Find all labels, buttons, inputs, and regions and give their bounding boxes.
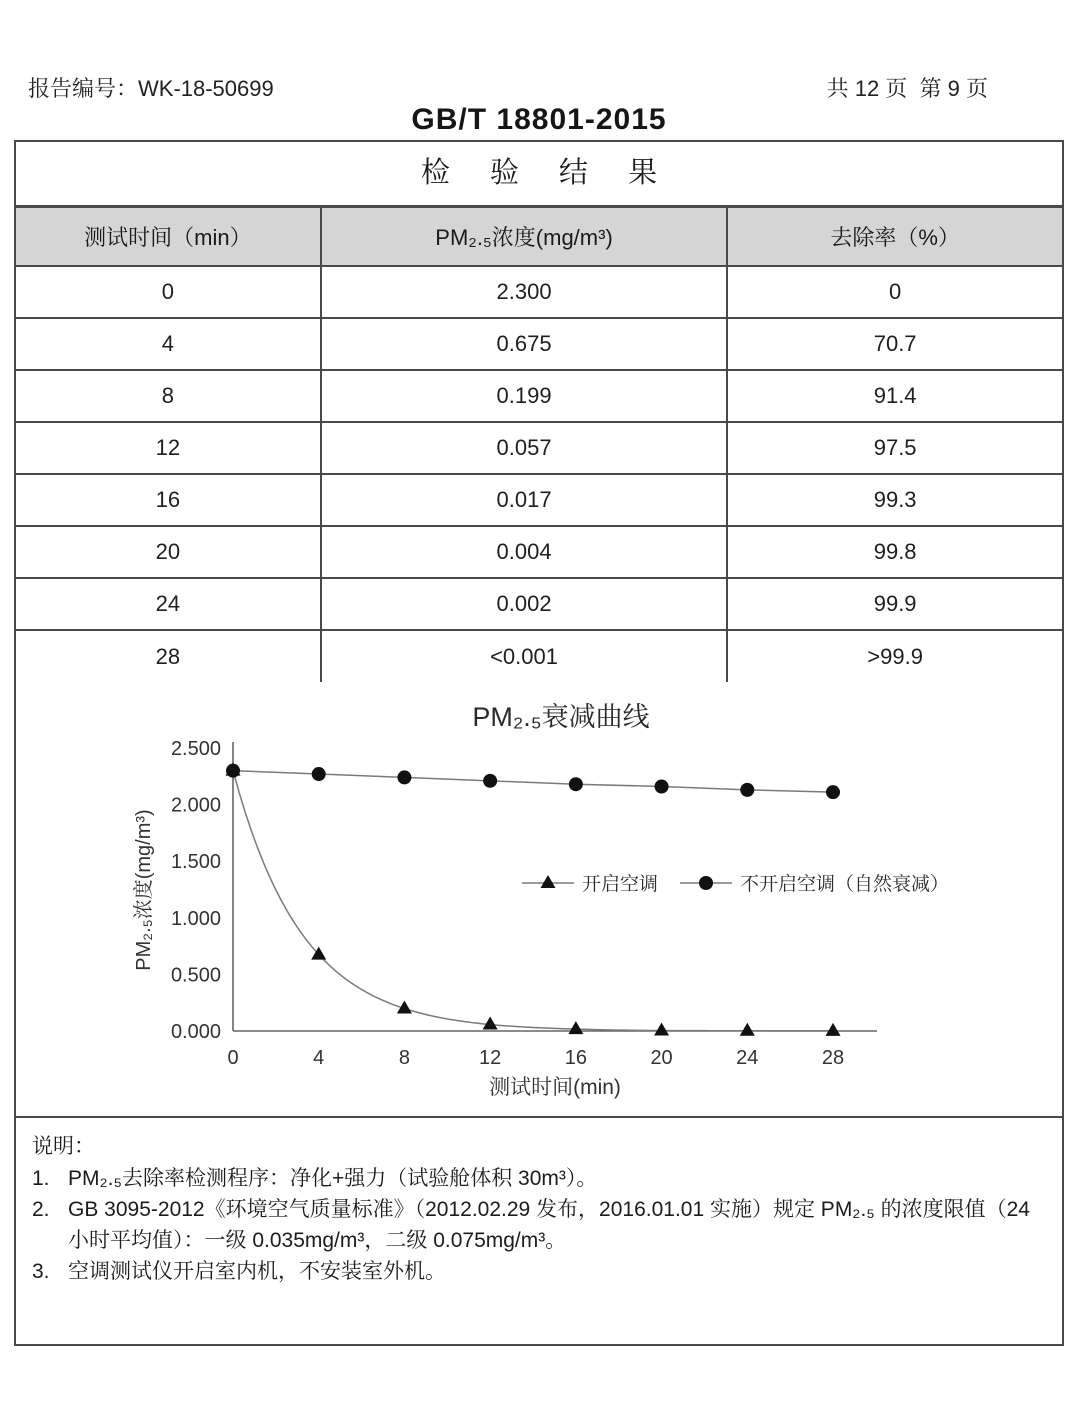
x-tick-label: 20 <box>650 1047 673 1069</box>
table-row <box>16 422 1062 474</box>
x-axis-label: 测试时间(min) <box>489 1076 621 1099</box>
series-line-0 <box>233 771 833 1031</box>
table-cell: 99.9 <box>727 578 1062 630</box>
results-box <box>14 140 1064 1346</box>
col-header-pm25-concentration: PM₂.₅浓度(mg/m³) <box>321 208 727 266</box>
table-cell: 0.017 <box>321 474 727 526</box>
notes-panel <box>16 1118 1062 1344</box>
x-tick-label: 16 <box>564 1047 587 1069</box>
y-tick-label: 0.000 <box>170 1021 221 1043</box>
table-cell: 0.057 <box>321 422 727 474</box>
y-tick-label: 2.500 <box>170 738 221 760</box>
y-tick-label: 1.500 <box>170 851 221 874</box>
table-cell: 8 <box>16 370 321 422</box>
note-item-1 <box>32 1163 1046 1194</box>
x-tick-label: 28 <box>821 1047 845 1069</box>
table-cell: 0 <box>16 266 321 318</box>
table-row <box>16 318 1062 370</box>
x-tick-label: 4 <box>313 1047 325 1069</box>
note-text: 空调测试仪开启室内机，不安装室外机。 <box>68 1260 446 1283</box>
chart-point-s1 <box>826 785 840 799</box>
x-tick-label: 12 <box>479 1047 502 1069</box>
note-text: GB 3095-2012《环境空气质量标准》（2012.02.29 发布，2016.01.01 实施）规定 PM₂.₅ 的浓度限值（24 小时平均值）：一级 0.035mg/m³，二级 0.075mg/m³。 <box>68 1198 1030 1252</box>
table-cell: 70.7 <box>727 318 1062 370</box>
table-cell: >99.9 <box>727 630 1062 682</box>
col-header-test-time: 测试时间（min） <box>16 208 321 266</box>
table-row <box>16 370 1062 422</box>
chart-title: PM₂.₅衰减曲线 <box>472 702 650 732</box>
pm25-decay-chart <box>16 682 1062 1116</box>
table-cell: 2.300 <box>321 266 727 318</box>
legend-label-0: 开启空调 <box>582 874 659 895</box>
chart-point-s1 <box>397 770 411 784</box>
chart-point-s0 <box>826 1023 841 1036</box>
table-cell: 0.199 <box>321 370 727 422</box>
legend-label-1: 不开启空调（自然衰减） <box>740 874 950 895</box>
table-row <box>16 578 1062 630</box>
standard-title: GB/T 18801-2015 <box>411 103 667 136</box>
table-row <box>16 526 1062 578</box>
y-tick-label: 1.000 <box>170 907 221 930</box>
table-row <box>16 474 1062 526</box>
y-tick-label: 0.500 <box>170 964 221 987</box>
notes-heading: 说明： <box>32 1135 95 1158</box>
y-axis-label: PM₂.₅浓度(mg/m³) <box>133 809 155 971</box>
table-row <box>16 266 1062 318</box>
legend-triangle-marker <box>541 875 556 888</box>
note-number: 1. <box>32 1167 50 1190</box>
x-tick-label: 24 <box>736 1047 759 1069</box>
table-cell: 20 <box>16 526 321 578</box>
table-cell: 28 <box>16 630 321 682</box>
chart-point-s0 <box>568 1021 583 1034</box>
x-tick-label: 8 <box>398 1047 410 1069</box>
note-item-3 <box>32 1256 1046 1287</box>
page-indicator: 共 12 页 第 9 页 <box>826 76 988 101</box>
chart-point-s0 <box>483 1017 498 1030</box>
table-cell: 99.3 <box>727 474 1062 526</box>
chart-point-s1 <box>312 767 326 781</box>
chart-point-s1 <box>226 764 240 778</box>
note-text: PM₂.₅去除率检测程序：净化+强力（试验舱体积 30m³）。 <box>68 1167 598 1190</box>
table-cell: 24 <box>16 578 321 630</box>
table-cell: 4 <box>16 318 321 370</box>
page-header <box>28 72 988 103</box>
table-cell: 0.675 <box>321 318 727 370</box>
legend-circle-marker <box>699 876 713 890</box>
chart-point-s1 <box>569 777 583 791</box>
report-number: 报告编号：WK-18-50699 <box>28 76 274 101</box>
note-item-2 <box>32 1194 1046 1256</box>
table-cell: 0.004 <box>321 526 727 578</box>
x-tick-label: 0 <box>227 1047 239 1069</box>
table-cell: <0.001 <box>321 630 727 682</box>
table-cell: 0 <box>727 266 1062 318</box>
note-number: 3. <box>32 1260 50 1283</box>
table-cell: 12 <box>16 422 321 474</box>
table-row <box>16 630 1062 682</box>
chart-point-s1 <box>483 774 497 788</box>
chart-point-s0 <box>740 1023 755 1036</box>
section-title: 检 验 结 果 <box>16 142 1062 208</box>
table-cell: 91.4 <box>727 370 1062 422</box>
table-header-row <box>16 208 1062 266</box>
table-cell: 97.5 <box>727 422 1062 474</box>
results-table <box>16 208 1062 682</box>
chart-point-s0 <box>654 1023 669 1036</box>
chart-panel <box>16 682 1062 1118</box>
col-header-removal-rate: 去除率（%） <box>727 208 1062 266</box>
table-cell: 99.8 <box>727 526 1062 578</box>
chart-point-s1 <box>740 783 754 797</box>
table-cell: 0.002 <box>321 578 727 630</box>
y-tick-label: 2.000 <box>170 794 221 817</box>
note-number: 2. <box>32 1198 50 1221</box>
chart-point-s1 <box>655 779 669 793</box>
table-cell: 16 <box>16 474 321 526</box>
